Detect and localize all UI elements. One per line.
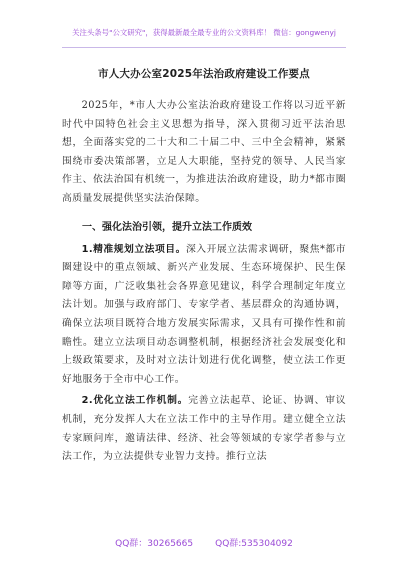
item-2-lead: 2.优化立法工作机制。 (81, 395, 189, 407)
footer-contact (0, 536, 408, 549)
header-divider (62, 47, 346, 48)
intro-paragraph: 2025年，*市人大办公室法治政府建设工作将以习近平新时代中国特色社会主义思想为指导，深入贯彻习近平法治思想，全面落实党的二十大和二十届二中、三中全会精神，紧紧围绕市委决策部署，立足人大职能，坚持党的领导、人民当家作主、依法治国有机统一，为推进法治政府建设，助力*都市圈高质量发展提供坚实法治保障。 (62, 100, 346, 204)
item-1-paragraph (62, 241, 346, 390)
footer-qq-group-2: QQ群:535304092 (215, 539, 293, 549)
item-2-paragraph (62, 392, 346, 466)
item-1-body: 深入开展立法需求调研，聚焦*都市圈建设中的重点领域、新兴产业发展、生态环境保护、民生保障等方面，广泛收集社会各界意见建议，科学合理制定年度立法计划。加强与政府部门、专家学者、基层群众的沟通协调，确保立法项目既符合地方发展实际需求，又具有可操作性和前瞻性。建立立法项目动态调整机制，根据经济社会发展变化和上级政策要求，及时对立法计划进行优化调整，使立法工作更好地服务于全市中心工作。 (62, 243, 346, 385)
item-2-body: 完善立法起草、论证、协调、审议机制，充分发挥人大在立法工作中的主导作用。建立健全立法专家顾问库，邀请法律、经济、社会等领域的专家学者参与立法工作，为立法提供专业智力支持。推行立法 (62, 395, 346, 463)
header-banner: 关注头条号"公文研究"，获得最新最全最专业的公文资料库！ 微信：gongwenyj (72, 28, 336, 37)
document-body (62, 66, 346, 467)
item-1-lead: 1.精准规划立法项目。 (81, 243, 186, 255)
document-title: 市人大办公室2025年法治政府建设工作要点 (98, 68, 310, 80)
section-heading: 一、强化法治引领，提升立法工作质效 (82, 221, 252, 233)
footer-qq-group-1: QQ群：30265665 (115, 539, 194, 549)
